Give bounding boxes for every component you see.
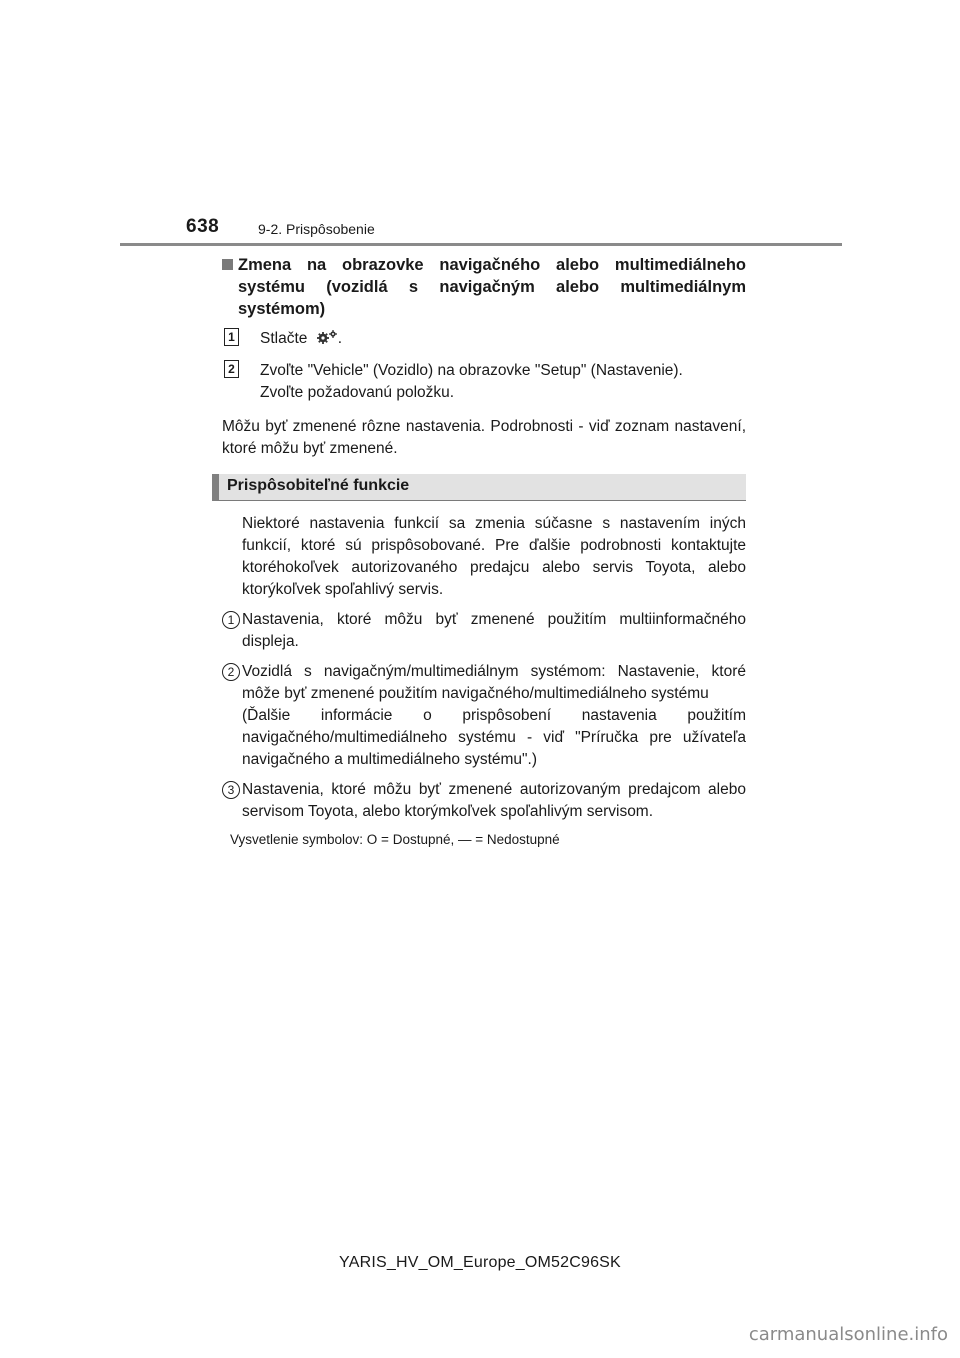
- page-content: [212, 254, 746, 849]
- list-item-text: Nastavenia, ktoré môžu byť zmenené použitím multiinformačného displeja.: [242, 611, 746, 650]
- section-label: 9-2. Prispôsobenie: [258, 221, 375, 237]
- page-number: 638: [186, 216, 220, 237]
- step-text: Zvoľte "Vehicle" (Vozidlo) na obrazovke "Setup" (Nastavenie).: [260, 362, 683, 379]
- list-item: [212, 661, 746, 771]
- step-text-end: .: [337, 330, 343, 347]
- watermark: carmanualsonline.info: [748, 1324, 948, 1345]
- step-2: [212, 360, 746, 404]
- list-item: [212, 779, 746, 823]
- subsection-title: Zmena na obrazovke navigačného alebo multimediálneho systému (vozidlá s navigačným alebo multimediálnym systémom): [238, 256, 746, 318]
- legend-note: Vysvetlenie symbolov: O = Dostupné, — = Nedostupné: [230, 832, 560, 847]
- list-item-text: Vozidlá s navigačným/multimediálnym systémom: Nastavenie, ktoré môže byť zmenené použitím navigačného/multimediálneho systému: [242, 663, 746, 702]
- circled-number: 3: [222, 781, 240, 799]
- circled-number: 2: [222, 663, 240, 681]
- list-item-extra: (Ďalšie informácie o prispôsobení nastavenia použitím navigačného/multimediálneho systému - viď "Príručka pre užívateľa navigačného a multimediálneho systému".): [242, 707, 746, 768]
- step-number: 1: [224, 328, 239, 346]
- subsection-heading: [212, 254, 746, 320]
- step-number: 2: [224, 360, 239, 378]
- square-bullet-icon: [222, 259, 233, 270]
- list-item: [212, 609, 746, 653]
- step-1: [212, 328, 746, 352]
- circled-number: 1: [222, 611, 240, 629]
- list-item-text: Nastavenia, ktoré môžu byť zmenené autorizovaným predajcom alebo servisom Toyota, alebo ktorýmkoľvek spoľahlivým servisom.: [242, 781, 746, 820]
- step-text: Stlačte: [260, 330, 308, 347]
- header-divider: [120, 243, 842, 246]
- page-header: [0, 0, 960, 250]
- intro-paragraph: Môžu byť zmenené rôzne nastavenia. Podrobnosti - viď zoznam nastavení, ktoré môžu byť zmenené.: [222, 418, 746, 457]
- body-paragraph: Niektoré nastavenia funkcií sa zmenia súčasne s nastavením iných funkcií, ktoré sú prispôsobované. Pre ďalšie podrobnosti kontaktujte ktoréhokoľvek autorizovaného predajcu alebo servis Toyota, alebo ktorýkoľvek spoľahlivý servis.: [242, 515, 746, 598]
- section-band: [212, 474, 746, 501]
- section-band-title: Prispôsobiteľné funkcie: [227, 477, 410, 494]
- document-id: YARIS_HV_OM_Europe_OM52C96SK: [339, 1254, 621, 1271]
- settings-gears-icon: [316, 329, 338, 352]
- step-text: Zvoľte požadovanú položku.: [260, 384, 455, 401]
